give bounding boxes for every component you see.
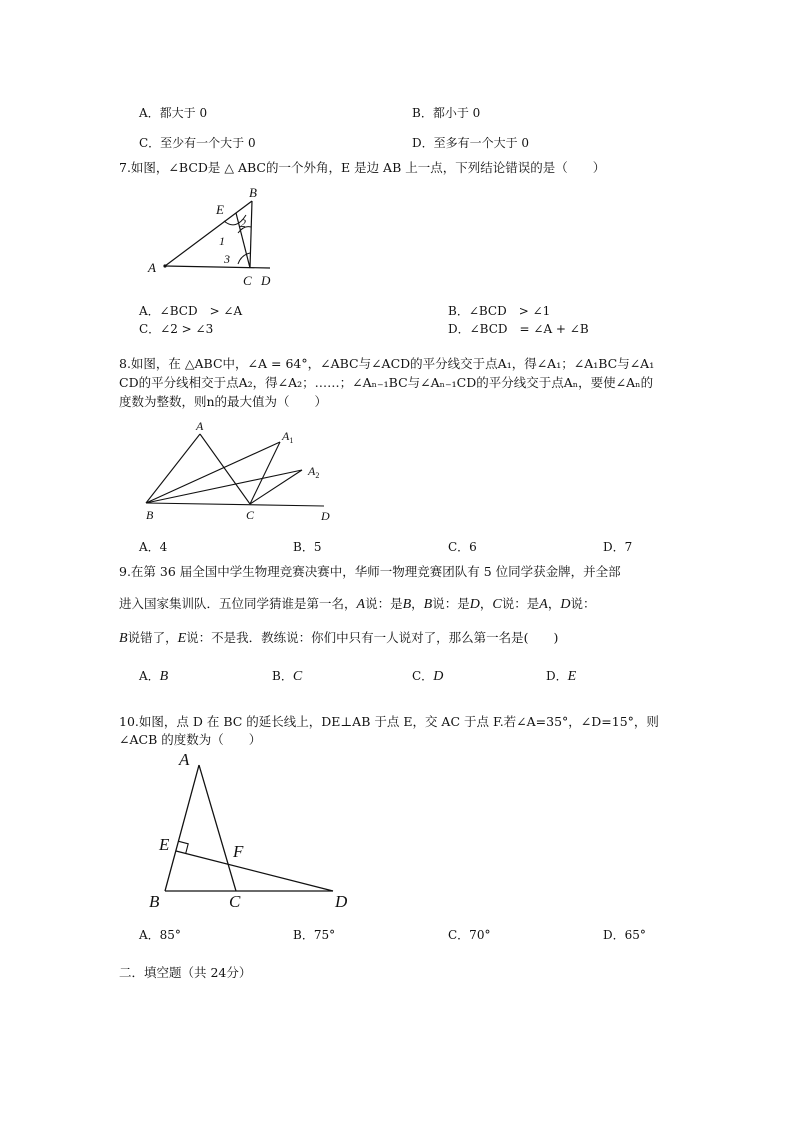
q8-line3: 度数为整数，则n的最大值为（ ） bbox=[119, 394, 328, 409]
q10-label-e: E bbox=[159, 835, 170, 854]
q7-option-b: B．∠BCD > ∠1 bbox=[448, 304, 551, 318]
q8-option-a: A．4 bbox=[139, 540, 168, 554]
q9-option-b: B．C bbox=[272, 669, 303, 684]
q8-label-a2: $A_2$ bbox=[308, 464, 320, 480]
q8-label-a: A bbox=[196, 419, 204, 433]
q9-option-a: A．B bbox=[139, 669, 169, 684]
section2-title: 二．填空题（共 24分） bbox=[119, 965, 252, 980]
q10-label-c: C bbox=[229, 892, 241, 911]
q8-option-b: B．5 bbox=[293, 540, 322, 554]
q10-option-a: A．85° bbox=[139, 928, 181, 942]
q10-label-a: A bbox=[179, 750, 190, 769]
q8-option-d: D．7 bbox=[603, 540, 633, 554]
q10-line2: ∠ACB 的度数为（ ） bbox=[119, 732, 262, 747]
q8-label-c: C bbox=[246, 508, 255, 522]
q7-option-c: C．∠2 > ∠3 bbox=[139, 322, 214, 336]
q10-option-c: C．70° bbox=[448, 928, 491, 942]
q8-figure bbox=[140, 420, 340, 530]
q7-label-3: 3 bbox=[224, 252, 230, 266]
q7-stem: 7.如图，∠BCD是 △ ABC的一个外角，E 是边 AB 上一点，下列结论错误的是（ ） bbox=[119, 160, 606, 175]
q6-option-a: A．都大于 0 bbox=[139, 106, 208, 120]
q7-label-b: B bbox=[249, 185, 257, 200]
q7-label-1: 1 bbox=[219, 234, 225, 248]
q9-line2: 进入国家集训队．五位同学猜谁是第一名，A说：是B，B说：是D，C说：是A，D说： bbox=[119, 596, 596, 612]
q7-label-d: D bbox=[261, 273, 271, 288]
q7-option-d: D．∠BCD = ∠A + ∠B bbox=[448, 322, 589, 336]
q10-label-d: D bbox=[335, 892, 348, 911]
q6-option-d: D．至多有一个大于 0 bbox=[412, 136, 530, 150]
q7-option-a: A．∠BCD > ∠A bbox=[139, 304, 243, 318]
q10-line1: 10.如图，点 D 在 BC 的延长线上，DE⊥AB 于点 E，交 AC 于点 F.若∠A=35°，∠D=15°，则 bbox=[119, 714, 659, 729]
q8-line1: 8.如图，在 △ABC中，∠A = 64°，∠ABC与∠ACD的平分线交于点A₁，得∠A₁；∠A₁BC与∠A₁ bbox=[119, 356, 655, 371]
q9-option-c: C．D bbox=[412, 669, 444, 684]
q10-figure bbox=[145, 748, 360, 918]
q7-label-a: A bbox=[148, 260, 156, 275]
q7-label-c: C bbox=[243, 273, 252, 288]
q8-label-d: D bbox=[321, 509, 330, 523]
q10-label-f: F bbox=[233, 842, 244, 861]
q10-label-b: B bbox=[149, 892, 160, 911]
q9-option-d: D．E bbox=[546, 669, 577, 684]
q6-option-b: B．都小于 0 bbox=[412, 106, 481, 120]
q7-label-e: E bbox=[216, 202, 224, 217]
q8-label-b: B bbox=[146, 508, 154, 522]
q7-label-2: 2 bbox=[240, 216, 246, 230]
q9-line3: B说错了，E说：不是我．教练说：你们中只有一人说对了，那么第一名是( ) bbox=[119, 630, 559, 646]
q9-line1: 9.在第 36 届全国中学生物理竞赛决赛中，华师一物理竞赛团队有 5 位同学获金牌，并全部 bbox=[119, 564, 621, 579]
q10-option-d: D．65° bbox=[603, 928, 646, 942]
q6-option-c: C．至少有一个大于 0 bbox=[139, 136, 256, 150]
q10-option-b: B．75° bbox=[293, 928, 336, 942]
q8-label-a1: $A_1$ bbox=[282, 429, 294, 445]
q8-option-c: C．6 bbox=[448, 540, 477, 554]
q7-figure bbox=[140, 185, 290, 295]
q8-line2: CD的平分线相交于点A₂，得∠A₂；……；∠Aₙ₋₁BC与∠Aₙ₋₁CD的平分线交于点Aₙ，要使∠Aₙ的 bbox=[119, 375, 654, 390]
